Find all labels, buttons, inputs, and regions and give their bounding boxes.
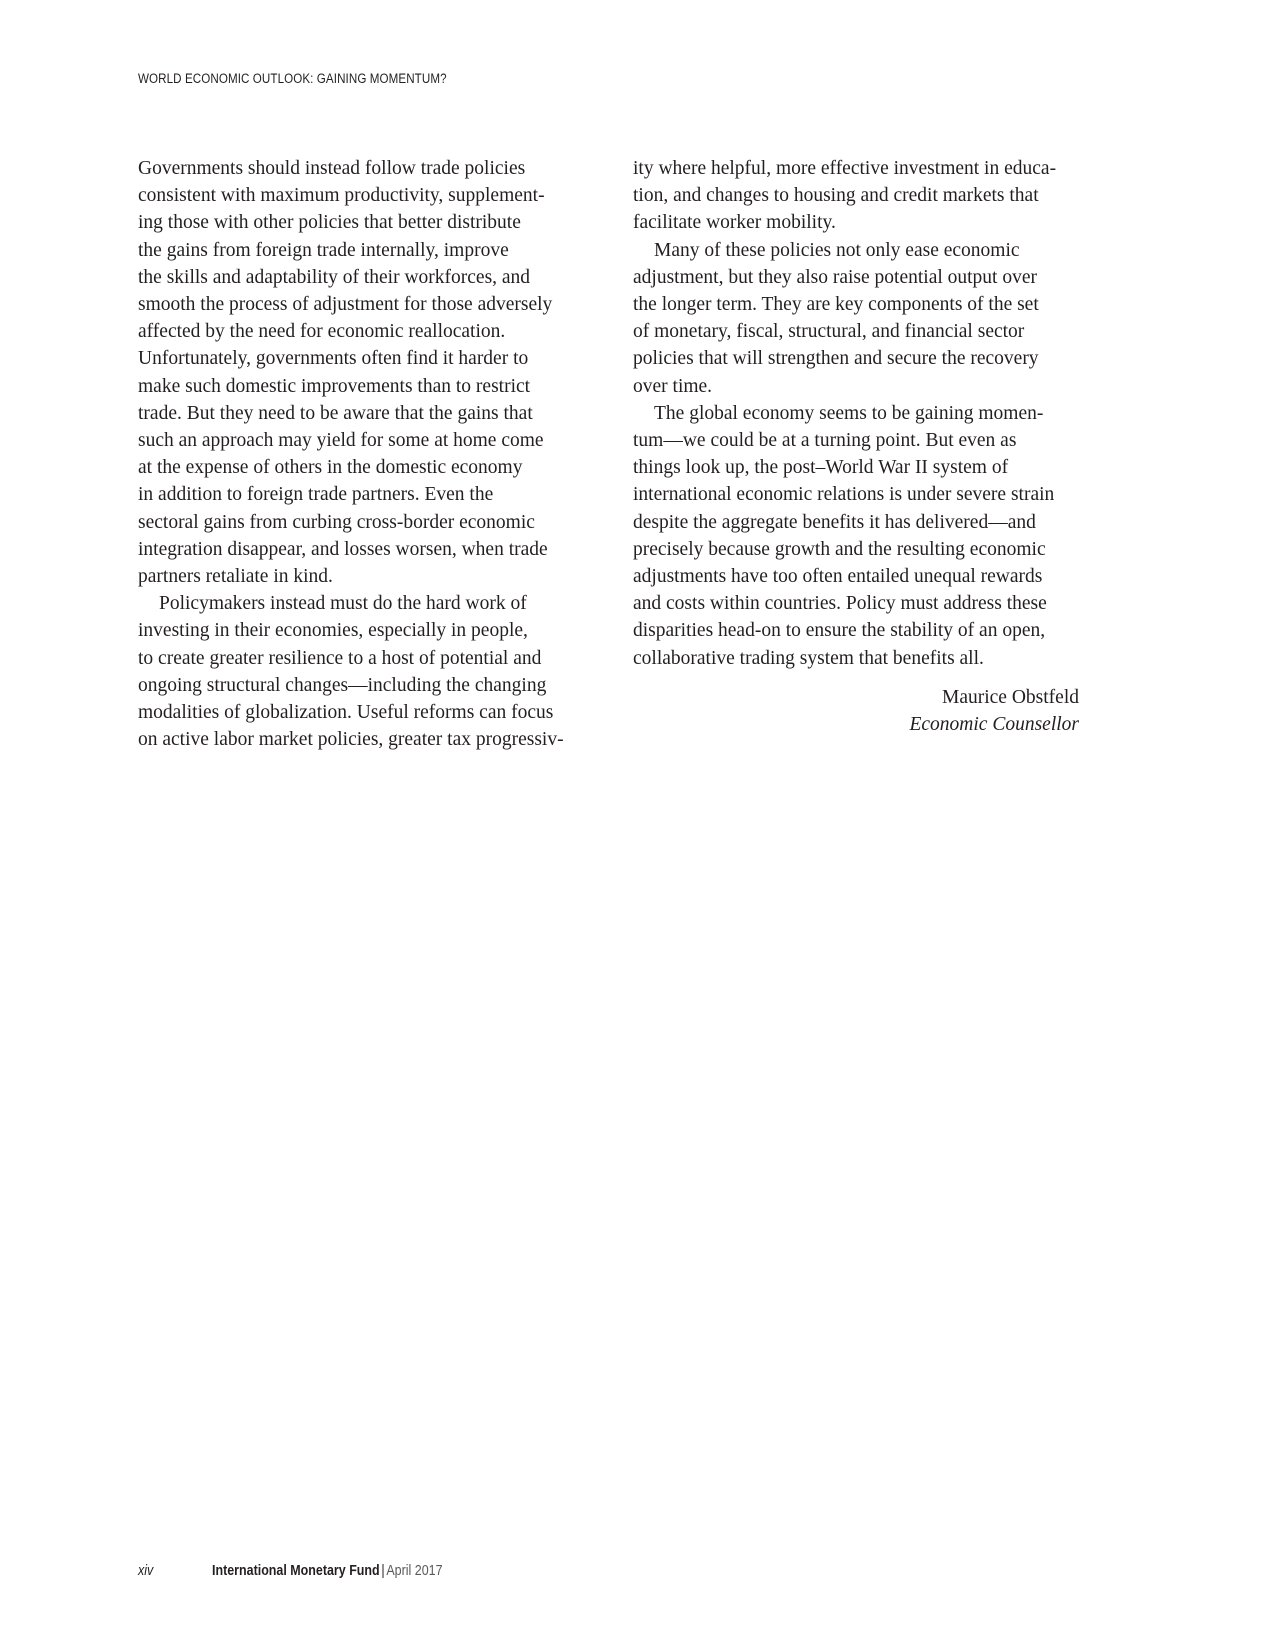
text-line: despite the aggregate benefits it has delivered—and bbox=[633, 511, 1036, 533]
text-line: adjustment, but they also raise potential output over bbox=[633, 266, 1037, 288]
text-line: smooth the process of adjustment for those adversely bbox=[138, 294, 553, 316]
text-line: such an approach may yield for some at home come bbox=[138, 430, 544, 452]
text-line: Many of these policies not only ease economic bbox=[654, 239, 1020, 261]
text-line: Unfortunately, governments often find it harder to bbox=[138, 348, 529, 370]
footer-publication bbox=[212, 1563, 443, 1579]
signature-title: Economic Counsellor bbox=[909, 714, 1079, 736]
page-number: xiv bbox=[138, 1563, 154, 1579]
left-column bbox=[138, 155, 598, 753]
footer-date: April 2017 bbox=[386, 1563, 443, 1579]
text-line: policies that will strengthen and secure the recovery bbox=[633, 348, 1039, 370]
text-line: Governments should instead follow trade policies bbox=[138, 158, 526, 179]
text-line: disparities head-on to ensure the stability of an open, bbox=[633, 620, 1046, 642]
footer-organization: International Monetary Fund bbox=[212, 1563, 380, 1579]
running-head: WORLD ECONOMIC OUTLOOK: GAINING MOMENTUM? bbox=[138, 71, 447, 86]
text-line: affected by the need for economic reallocation. bbox=[138, 321, 506, 343]
text-line: trade. But they need to be aware that the gains that bbox=[138, 402, 533, 424]
text-line: make such domestic improvements than to restrict bbox=[138, 375, 531, 397]
text-line: the longer term. They are key components of the set bbox=[633, 294, 1039, 316]
text-line: modalities of globalization. Useful reforms can focus bbox=[138, 702, 554, 724]
text-line: consistent with maximum productivity, supplement- bbox=[138, 185, 545, 207]
text-line: ing those with other policies that better distribute bbox=[138, 212, 521, 234]
text-line: adjustments have too often entailed unequal rewards bbox=[633, 566, 1043, 588]
text-line: precisely because growth and the resulting economic bbox=[633, 538, 1046, 560]
text-line: sectoral gains from curbing cross-border economic bbox=[138, 511, 535, 533]
text-line: integration disappear, and losses worsen, when trade bbox=[138, 538, 548, 560]
text-line: things look up, the post–World War II system of bbox=[633, 457, 1009, 479]
text-line: of monetary, fiscal, structural, and financial sector bbox=[633, 321, 1025, 343]
signature-block bbox=[633, 684, 1079, 738]
text-line: ity where helpful, more effective investment in educa- bbox=[633, 158, 1057, 179]
text-line: in addition to foreign trade partners. Even the bbox=[138, 484, 494, 506]
text-line: investing in their economies, especially in people, bbox=[138, 620, 528, 642]
text-line: The global economy seems to be gaining momen- bbox=[654, 402, 1044, 424]
text-line: at the expense of others in the domestic economy bbox=[138, 457, 523, 479]
text-line: on active labor market policies, greater tax progressiv- bbox=[138, 729, 564, 751]
text-line: Policymakers instead must do the hard work of bbox=[159, 593, 527, 615]
text-line: tion, and changes to housing and credit markets that bbox=[633, 185, 1039, 207]
text-line: facilitate worker mobility. bbox=[633, 212, 836, 234]
text-line: to create greater resilience to a host of potential and bbox=[138, 647, 542, 669]
text-line: collaborative trading system that benefits all. bbox=[633, 647, 984, 669]
text-line: the skills and adaptability of their workforces, and bbox=[138, 266, 531, 288]
text-line: ongoing structural changes—including the changing bbox=[138, 674, 547, 696]
text-line: tum—we could be at a turning point. But even as bbox=[633, 430, 1017, 452]
signature-name: Maurice Obstfeld bbox=[942, 686, 1079, 708]
text-line: international economic relations is under severe strain bbox=[633, 484, 1055, 506]
text-line: and costs within countries. Policy must address these bbox=[633, 593, 1047, 615]
text-line: partners retaliate in kind. bbox=[138, 566, 333, 588]
right-column-text bbox=[633, 155, 1093, 672]
text-line: over time. bbox=[633, 375, 713, 397]
text-line: the gains from foreign trade internally, improve bbox=[138, 239, 509, 261]
footer-separator: | bbox=[381, 1563, 385, 1579]
right-column bbox=[633, 155, 1093, 738]
